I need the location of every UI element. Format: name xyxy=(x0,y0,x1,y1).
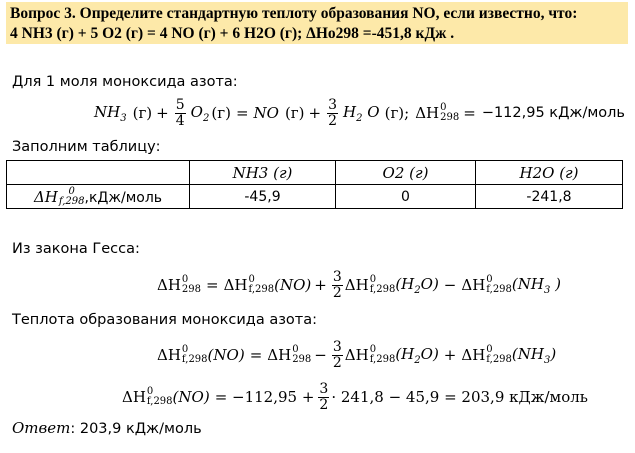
no-formula: NO xyxy=(253,104,279,122)
per-mole-text: Для 1 моля моноксида азота: xyxy=(12,74,238,90)
table-header-cell: O2 (г) xyxy=(336,161,476,185)
enthalpy-formation-h2o: ΔH 0 f,298 $(H_2O)$ xyxy=(344,274,439,296)
table-cell: -241,8 xyxy=(476,185,623,209)
table-row-label: ΔH 0 f,298 ,кДж/моль xyxy=(7,185,190,209)
enthalpy-formation-no: ΔH 0 f,298 (NO) xyxy=(223,274,312,295)
gas-label: (г) xyxy=(211,104,231,122)
table-header-cell xyxy=(7,161,190,185)
table-header-row xyxy=(7,161,623,185)
hess-equation: ΔH 0 298 = ΔH 0 f,298 (NO) + $\frac{3}{2}$ ΔH 0 f,298 $(H_2O)$ − ΔH 0 f,298 ($NH_3$ ) xyxy=(157,268,561,301)
plus-sign: + xyxy=(156,104,169,122)
enthalpy-table xyxy=(6,160,623,209)
equals-sign: = xyxy=(235,104,249,122)
o2-formula: $O_2$ xyxy=(190,102,210,124)
fraction-5-4: $\frac{5}{4}$ xyxy=(175,96,185,129)
enthalpy-formation-nh3: ΔH 0 f,298 $(NH_3)$ xyxy=(461,344,557,366)
h2o-formula: $H_2$ O xyxy=(343,102,380,124)
gas-label-semicolon: (г); xyxy=(384,104,410,122)
enthalpy-symbol: ΔH 0 298 xyxy=(157,274,202,295)
table-header-cell: H2O (г) xyxy=(476,161,623,185)
result-value: · 241,8 − 45,9 = 203,9 кДж/моль xyxy=(331,388,588,406)
gas-label: (г) xyxy=(284,104,305,122)
enthalpy-symbol: ΔH 0 298 xyxy=(267,344,312,365)
no-formation-equation: ΔH 0 f,298 (NO) = ΔH 0 298 − $\frac{3}{2}$ ΔH 0 f,298 $(H_2O)$ + ΔH 0 f,298 $(NH_3)$ xyxy=(157,338,557,371)
question-line-2: 4 NH3 (г) + 5 O2 (г) = 4 NO (г) + 6 H2O (г); ΔHo298 =-451,8 кДж . xyxy=(10,25,455,42)
table-header-cell: NH3 (г) xyxy=(190,161,336,185)
equals-sign: = xyxy=(463,104,476,122)
enthalpy-symbol: ΔH 0 298 xyxy=(415,102,460,123)
fraction-3-2: $\frac{3}{2}$ xyxy=(332,338,342,371)
answer-value: : 203,9 кДж/моль xyxy=(70,421,202,437)
gas-label: (г) xyxy=(132,104,153,122)
fraction-3-2: $\frac{3}{2}$ xyxy=(332,268,342,301)
enthalpy-formation-no: ΔH 0 f,298 (NO) xyxy=(157,344,245,365)
question-box xyxy=(6,2,628,44)
table-row xyxy=(7,185,623,209)
answer-line xyxy=(12,419,202,437)
reaction-equation xyxy=(94,94,625,132)
result-expression: = −112,95 + xyxy=(214,388,315,406)
answer-label: Ответ xyxy=(12,419,71,437)
nh3-formula: $NH_3$ xyxy=(94,102,127,124)
fraction-3-2: $\frac{3}{2}$ xyxy=(328,96,338,129)
table-cell: 0 xyxy=(336,185,476,209)
result-equation xyxy=(122,378,588,416)
plus-sign: + xyxy=(308,104,322,122)
enthalpy-formation-h2o: ΔH 0 f,298 $(H_2O)$ xyxy=(344,344,439,366)
heat-formation-text: Теплота образования моноксида азота: xyxy=(12,312,318,328)
fill-table-text: Заполним таблицу: xyxy=(12,139,161,155)
table-cell: -45,9 xyxy=(190,185,336,209)
enthalpy-value: −112,95 кДж/моль xyxy=(481,105,625,121)
fraction-3-2: $\frac{3}{2}$ xyxy=(319,380,329,413)
hess-text: Из закона Гесса: xyxy=(12,241,140,257)
question-line-1: Вопрос 3. Определите стандартную теплоту образования NO, если известно, что: xyxy=(10,5,578,22)
enthalpy-formation-nh3: ΔH 0 f,298 ($NH_3$ ) xyxy=(461,274,561,296)
enthalpy-formation-no: ΔH 0 f,298 (NO) xyxy=(122,386,210,407)
